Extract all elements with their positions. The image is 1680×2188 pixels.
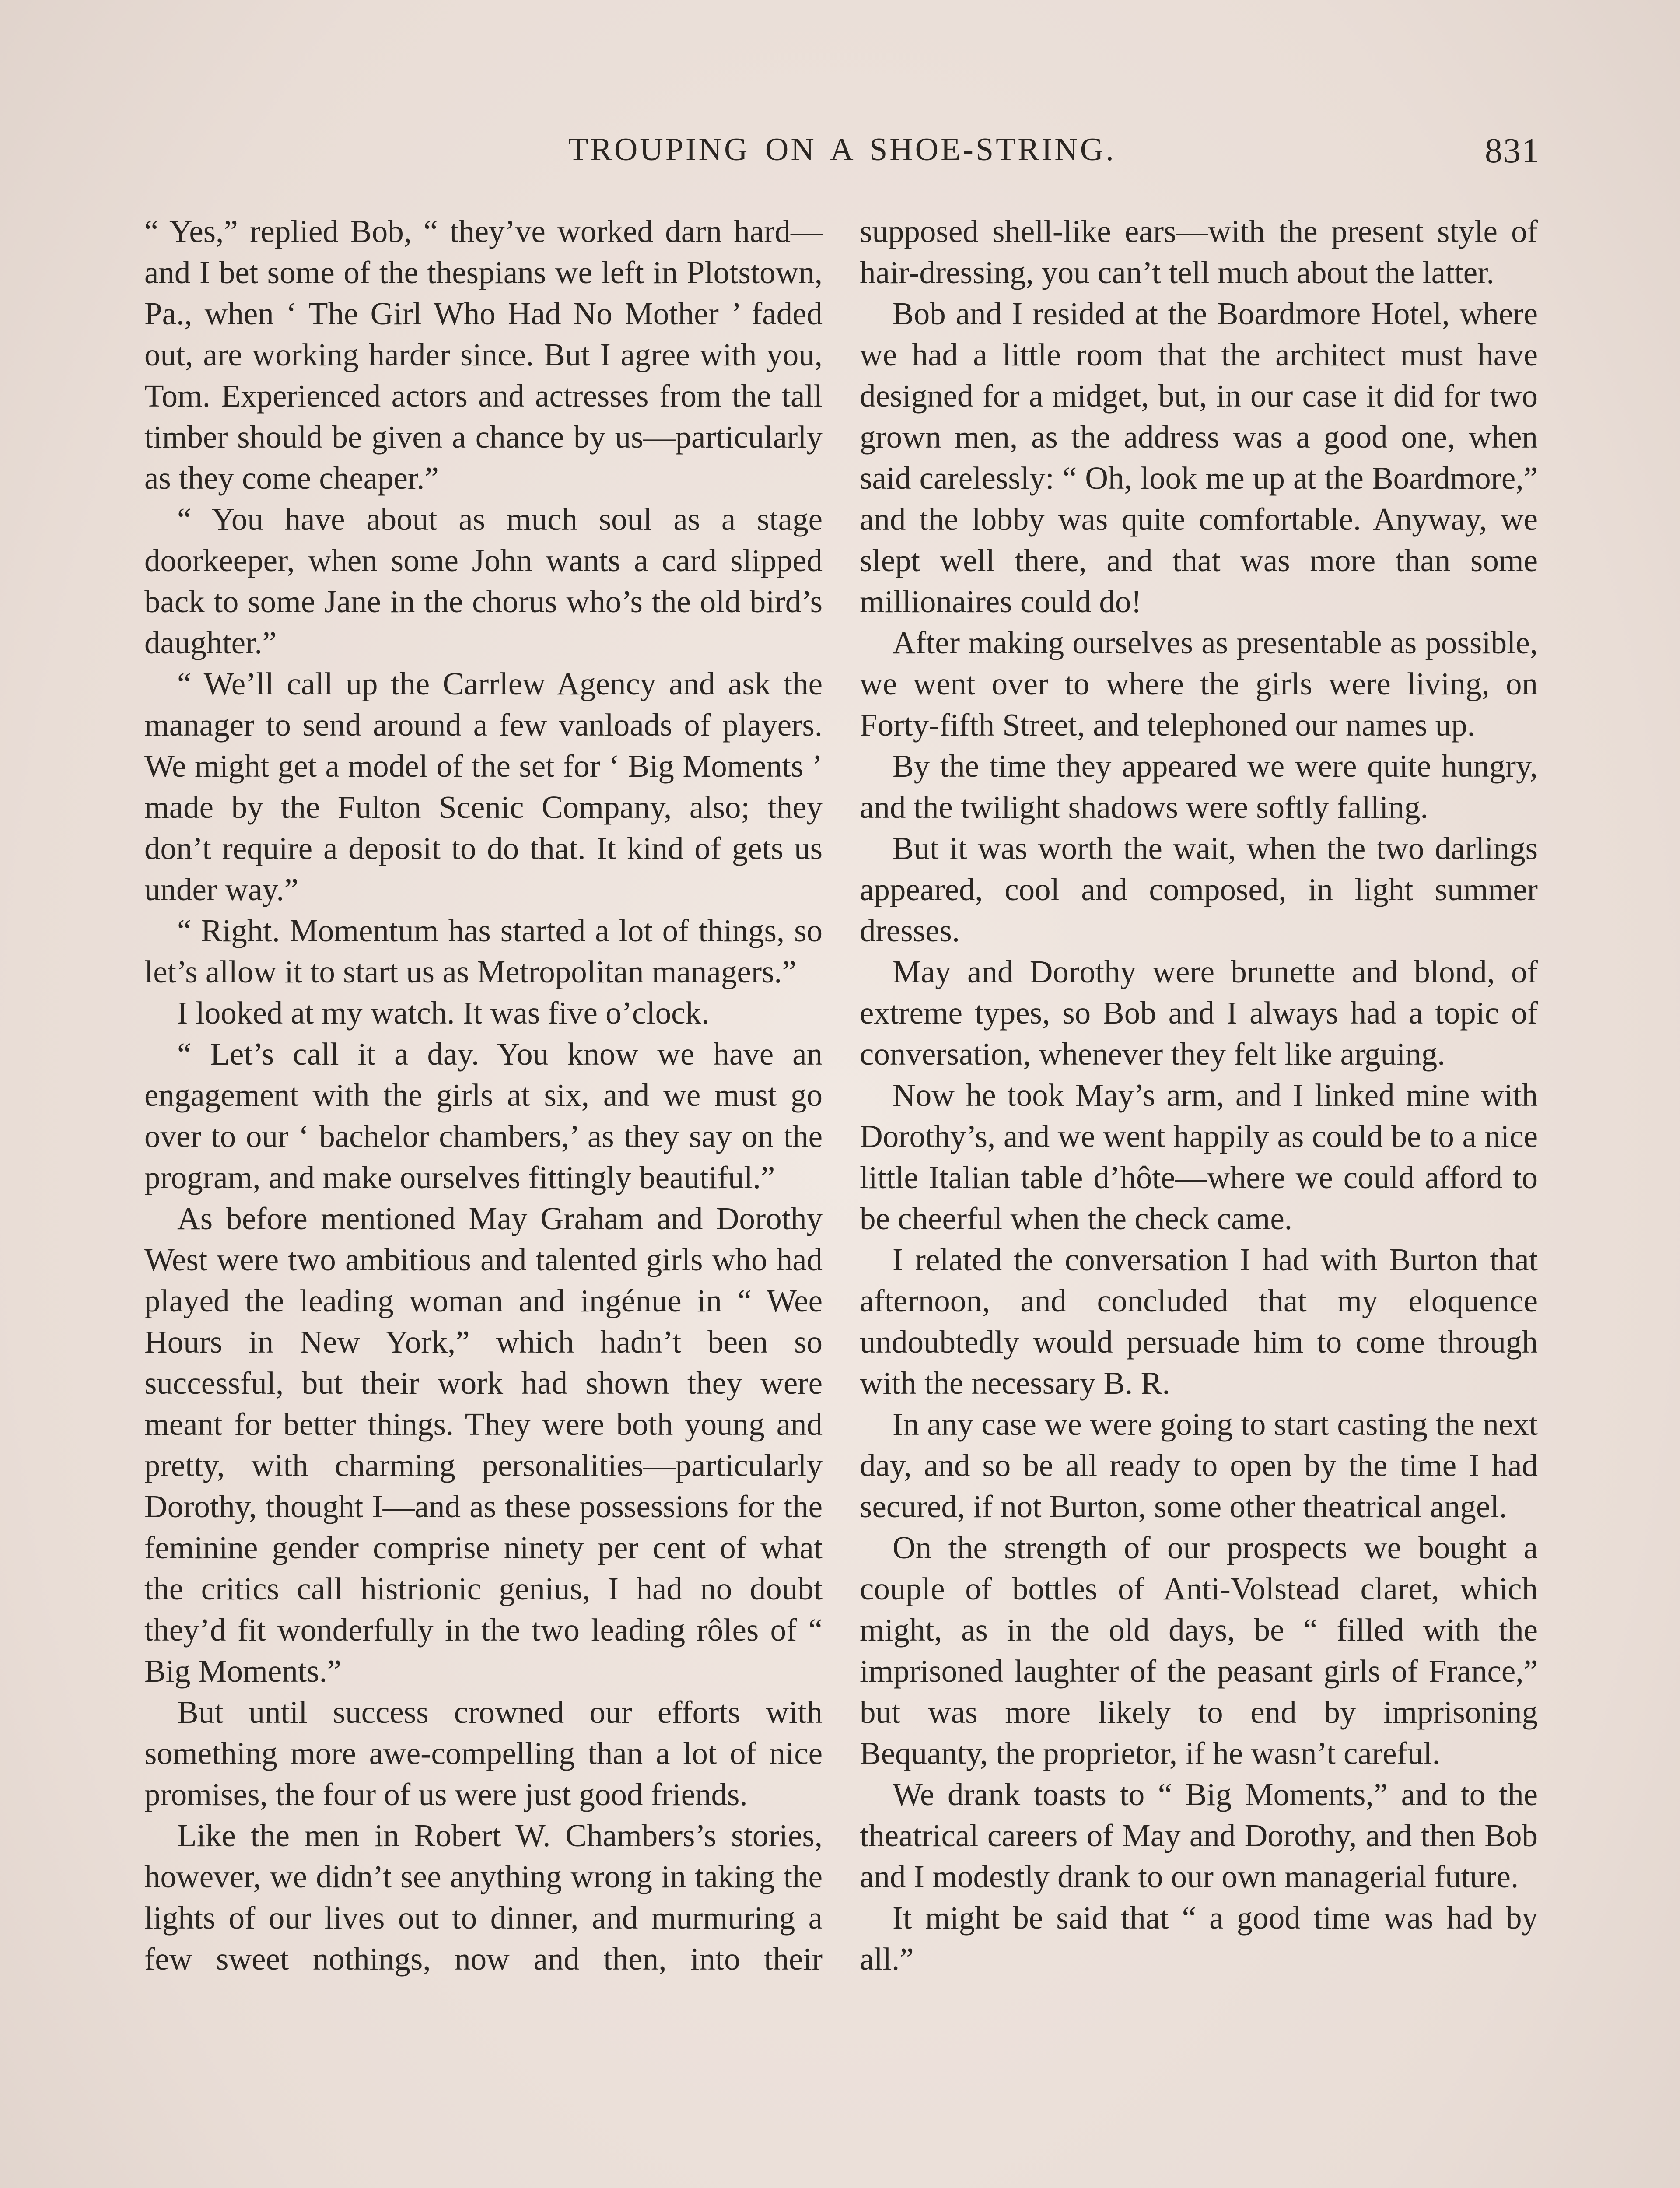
paragraph: As before mentioned May Graham and Dorothy West were two ambitious and talented girls who had played the leading woman and ingénue in “ Wee Hours in New York,” which hadn’t been so successful, but their work had shown they were meant for better things. They were both young and pretty, with charming personalities—particularly Dorothy, thought I—and as these possessions for the feminine gender comprise ninety per cent of what the critics call histrionic genius, I had no doubt they’d fit wonderfully in the two leading rôles of “ Big Moments.” [144,1201,822,1689]
paragraph: supposed shell-like ears—with the present style of hair-dressing, you can’t tell much about the latter. [860,214,1538,290]
page-header [144,131,1540,179]
paragraph: We drank toasts to “ Big Moments,” and to the theatrical careers of May and Dorothy, and then Bob and I modestly drank to our own managerial future. [860,1777,1538,1894]
right-column [860,211,1538,1980]
paragraph: In any case we were going to start casting the next day, and so be all ready to open by the time I had secured, if not Burton, some other theatrical angel. [860,1406,1538,1524]
paragraph: “ You have about as much soul as a stage doorkeeper, when some John wants a card slipped back to some Jane in the chorus who’s the old bird’s daughter.” [144,501,822,660]
paragraph: It might be said that “ a good time was had by all.” [860,1900,1538,1977]
paragraph: On the strength of our prospects we bought a couple of bottles of Anti-Volstead claret, which might, as in the old days, be “ filled with the imprisoned laughter of the peasant girls of France,” but was more likely to end by imprisoning Bequanty, the proprietor, if he wasn’t careful. [860,1530,1538,1771]
paragraph: But it was worth the wait, when the two darlings appeared, cool and composed, in light summer dresses. [860,831,1538,948]
paragraph: “ We’ll call up the Carrlew Agency and ask the manager to send around a few vanloads of players. We might get a model of the set for ‘ Big Moments ’ made by the Fulton Scenic Company, also; they don’t require a deposit to do that. It kind of gets us under way.” [144,666,822,907]
paragraph: I looked at my watch. It was five o’clock. [177,995,710,1031]
paragraph: “ Right. Momentum has started a lot of things, so let’s allow it to start us as Metropolitan managers.” [144,913,822,989]
paragraph: Like the men in Robert W. Chambers’s stories, however, we didn’t see anything wrong in taking the lights of our lives out to dinner, and murmuring a few sweet nothings, now and then, into their [144,1818,822,1977]
running-title: TROUPING ON A SHOE-STRING. [568,132,1116,168]
paragraph: I related the conversation I had with Burton that afternoon, and concluded that my eloquence undoubtedly would persuade him to come through with the necessary B. R. [860,1242,1538,1401]
paragraph: After making ourselves as presentable as possible, we went over to where the girls were living, on Forty-fifth Street, and telephoned our names up. [860,625,1538,743]
paragraph: But until success crowned our efforts with something more awe-compelling than a lot of nice promises, the four of us were just good friends. [144,1694,822,1812]
paragraph: “ Yes,” replied Bob, “ they’ve worked darn hard—and I bet some of the thespians we left in Plotstown, Pa., when ‘ The Girl Who Had No Mother ’ faded out, are working harder since. But I agree with you, Tom. Experienced actors and actresses from the tall timber should be given a chance by us—particularly as they come cheaper.” [144,214,822,496]
paragraph: Bob and I resided at the Boardmore Hotel, where we had a little room that the architect must have designed for a midget, but, in our case it did for two grown men, as the address was a good one, when said carelessly: “ Oh, look me up at the Boardmore,” and the lobby was quite comfortable. Anyway, we slept well there, and that was more than some millionaires could do! [860,296,1538,619]
paragraph: May and Dorothy were brunette and blond, of extreme types, so Bob and I always had a topic of conversation, whenever they felt like arguing. [860,954,1538,1072]
paragraph: Now he took May’s arm, and I linked mine with Dorothy’s, and we went happily as could be to a nice little Italian table d’hôte—where we could afford to be cheerful when the check came. [860,1077,1538,1236]
left-column [144,211,822,1980]
paragraph: “ Let’s call it a day. You know we have an engagement with the girls at six, and we must go over to our ‘ bachelor chambers,’ as they say on the program, and make ourselves fittingly beautiful.” [144,1036,822,1195]
page-number: 831 [1485,132,1540,170]
paragraph: By the time they appeared we were quite hungry, and the twilight shadows were softly falling. [860,748,1538,825]
